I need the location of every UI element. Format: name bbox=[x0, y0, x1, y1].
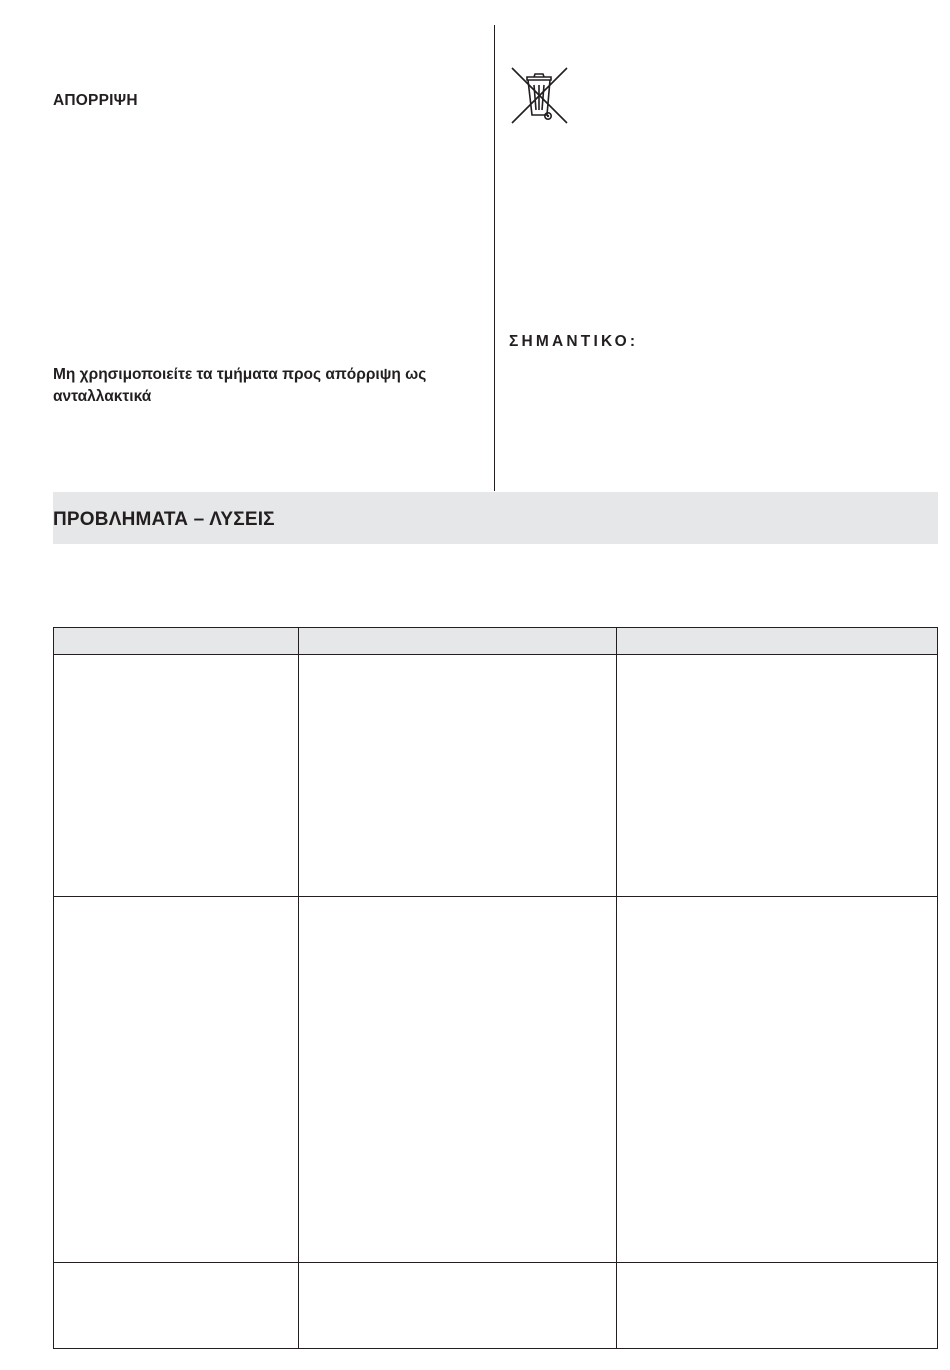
table-cell bbox=[298, 654, 617, 897]
troubleshooting-title: ΠΡΟΒΛΗΜΑΤΑ – ΛΥΣΕΙΣ bbox=[53, 509, 275, 530]
disposal-warning: Μη χρησιμοποιείτε τα τμήματα προς απόρριψη ως ανταλλακτικά bbox=[53, 366, 427, 405]
table-cell bbox=[53, 896, 299, 1263]
table-cell bbox=[298, 1262, 617, 1349]
table-cell bbox=[616, 896, 938, 1263]
crossed-out-wheelie-bin-icon bbox=[509, 65, 569, 125]
disposal-heading: ΑΠΟΡΡΙΨΗ bbox=[53, 92, 138, 109]
table-cell bbox=[53, 1262, 299, 1349]
troubleshooting-table bbox=[53, 627, 938, 1349]
table-header-cell-cause bbox=[298, 627, 617, 655]
important-label: ΣΗΜΑΝΤΙΚΟ: bbox=[509, 333, 639, 350]
table-header-cell-problem bbox=[53, 627, 299, 655]
column-divider bbox=[494, 25, 495, 491]
table-cell bbox=[616, 654, 938, 897]
table-header-cell-solution bbox=[616, 627, 938, 655]
table-cell bbox=[53, 654, 299, 897]
table-cell bbox=[616, 1262, 938, 1349]
troubleshooting-section-band bbox=[53, 492, 938, 544]
table-cell bbox=[298, 896, 617, 1263]
